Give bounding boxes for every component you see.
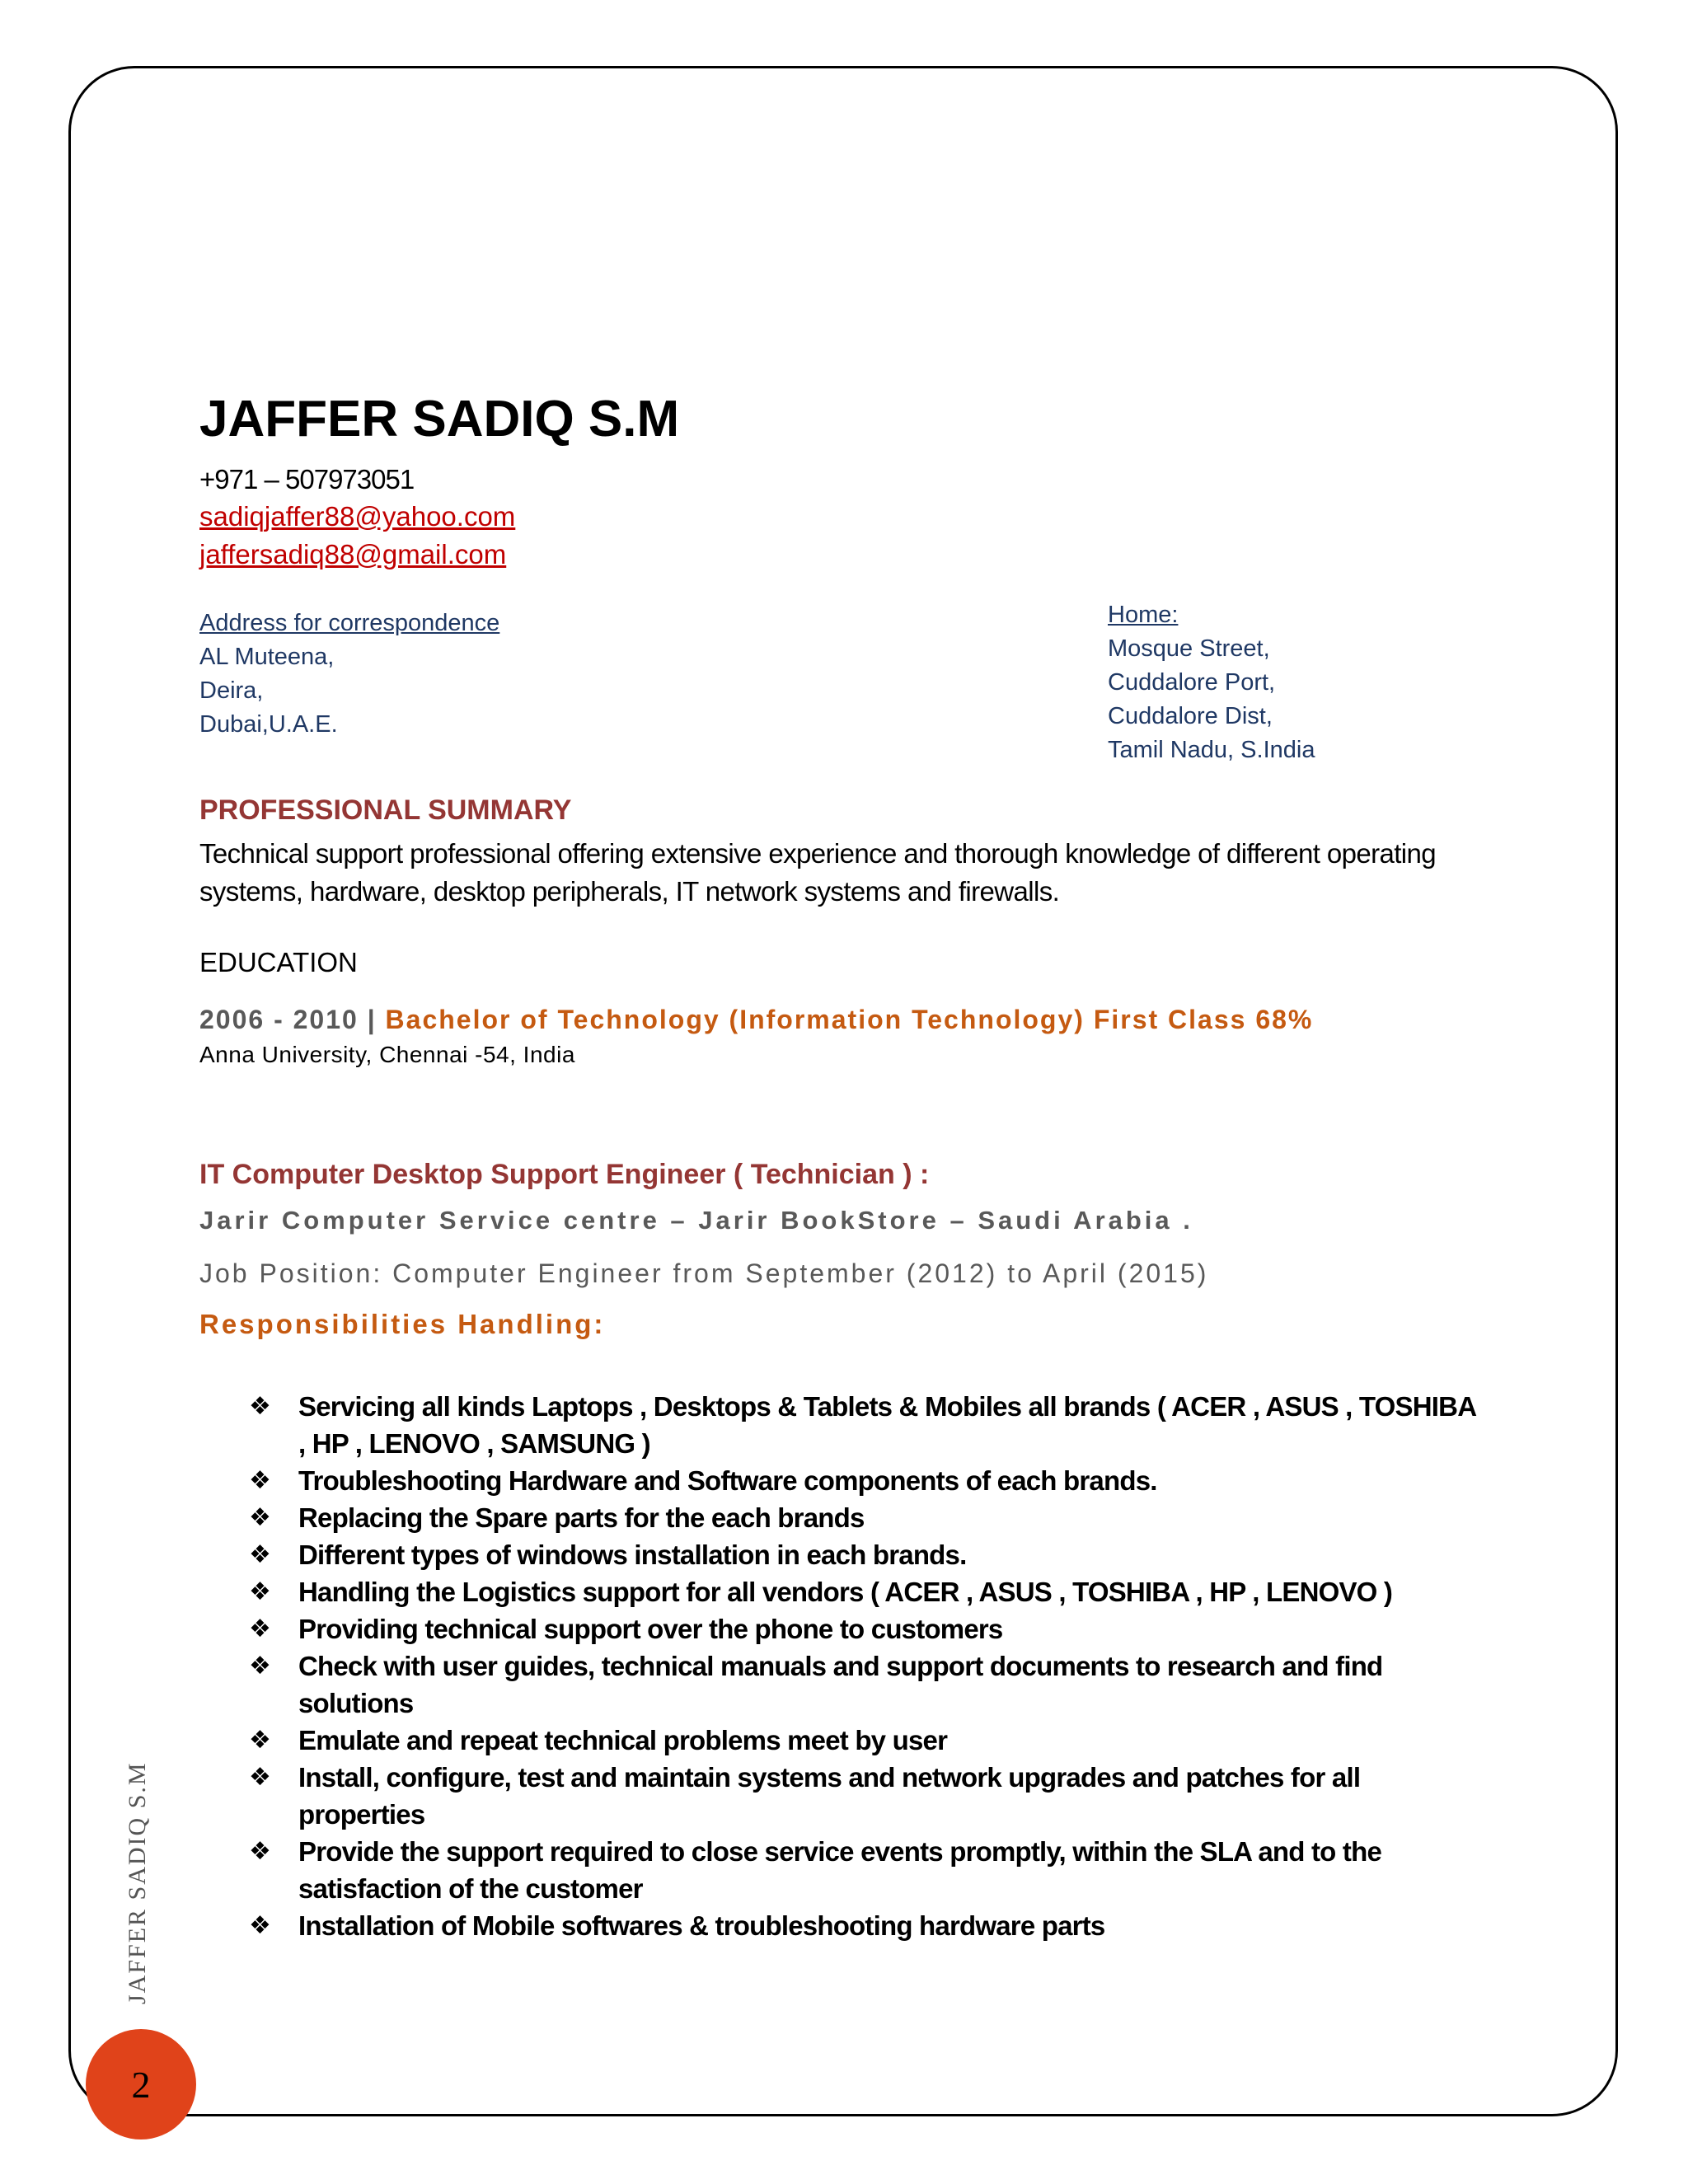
list-item [249,1647,1485,1722]
diamond-bullet-icon: ❖ [249,1764,271,1791]
page-number-badge: 2 [86,2029,196,2139]
responsibility-text: Providing technical support over the phone to customers [298,1614,1003,1644]
diamond-bullet-icon: ❖ [249,1541,271,1568]
diamond-bullet-icon: ❖ [249,1467,271,1494]
resume-content [199,391,1518,1944]
responsibility-text: Servicing all kinds Laptops , Desktops & Tablets & Mobiles all brands ( ACER , ASUS , TOSHIBA , HP , LENOVO , SAMSUNG ) [298,1391,1476,1459]
diamond-bullet-icon: ❖ [249,1652,271,1680]
responsibility-text: Installation of Mobile softwares & troubleshooting hardware parts [298,1910,1105,1941]
responsibility-text: Provide the support required to close service events promptly, within the SLA and to the satisfaction of the customer [298,1836,1382,1904]
responsibility-text: Troubleshooting Hardware and Software components of each brands. [298,1465,1157,1496]
list-item [249,1499,1485,1536]
education-entry [199,1005,1518,1035]
diamond-bullet-icon: ❖ [249,1504,271,1531]
job-title: IT Computer Desktop Support Engineer ( Technician ) : [199,1159,930,1190]
address-line: Cuddalore Port, [1108,669,1276,696]
phone-number: +971 – 507973051 [199,464,415,494]
list-item [249,1573,1485,1610]
list-item [249,1462,1485,1499]
education-heading: EDUCATION [199,947,358,977]
list-item [249,1536,1485,1573]
correspondence-address [199,607,499,742]
list-item [249,1722,1485,1759]
diamond-bullet-icon: ❖ [249,1727,271,1754]
job-company: Jarir Computer Service centre – Jarir BookStore – Saudi Arabia . [199,1206,1193,1235]
professional-summary-text: Technical support professional offering extensive experience and thorough knowledge of different operating systems, hardware, desktop peripherals, IT network systems and firewalls. [199,838,1437,907]
responsibility-text: Check with user guides, technical manuals and support documents to research and find solutions [298,1651,1383,1718]
list-item [249,1388,1485,1462]
address-line: Mosque Street, [1108,635,1270,662]
responsibility-text: Emulate and repeat technical problems meet by user [298,1725,948,1755]
address-line: AL Muteena, [199,644,335,670]
address-row [199,598,1518,763]
address-line: Tamil Nadu, S.India [1108,737,1315,763]
responsibilities-heading: Responsibilities Handling: [199,1309,606,1339]
address-line: Cuddalore Dist, [1108,703,1273,729]
side-name-footer: JAFFER SADIQ S.M [124,1761,151,2004]
home-address [1108,598,1315,767]
education-university: Anna University, Chennai -54, India [199,1042,575,1067]
responsibility-text: Replacing the Spare parts for the each brands [298,1502,865,1533]
email-link-gmail[interactable]: jaffersadiq88@gmail.com [199,539,507,569]
address-line: Dubai,U.A.E. [199,711,338,738]
list-item [249,1610,1485,1647]
correspondence-address-heading: Address for correspondence [199,610,500,636]
list-item [249,1907,1485,1944]
responsibility-text: Handling the Logistics support for all vendors ( ACER , ASUS , TOSHIBA , HP , LENOVO ) [298,1577,1393,1607]
education-degree: Bachelor of Technology (Information Technology) First Class 68% [385,1005,1314,1034]
education-years: 2006 - 2010 [199,1005,359,1034]
candidate-name: JAFFER SADIQ S.M [199,391,680,448]
address-line: Deira, [199,677,264,704]
home-address-heading: Home: [1108,602,1179,628]
responsibility-text: Install, configure, test and maintain systems and network upgrades and patches for all properties [298,1762,1361,1830]
email-link-yahoo[interactable]: sadiqjaffer88@yahoo.com [199,501,516,532]
education-separator: | [367,1005,377,1034]
diamond-bullet-icon: ❖ [249,1912,271,1939]
responsibility-text: Different types of windows installation in each brands. [298,1540,967,1570]
diamond-bullet-icon: ❖ [249,1838,271,1865]
diamond-bullet-icon: ❖ [249,1393,271,1420]
job-position: Job Position: Computer Engineer from September (2012) to April (2015) [199,1258,1209,1288]
diamond-bullet-icon: ❖ [249,1615,271,1643]
list-item [249,1759,1485,1833]
responsibilities-list [199,1388,1485,1944]
diamond-bullet-icon: ❖ [249,1578,271,1605]
list-item [249,1833,1485,1907]
professional-summary-heading: PROFESSIONAL SUMMARY [199,794,572,826]
